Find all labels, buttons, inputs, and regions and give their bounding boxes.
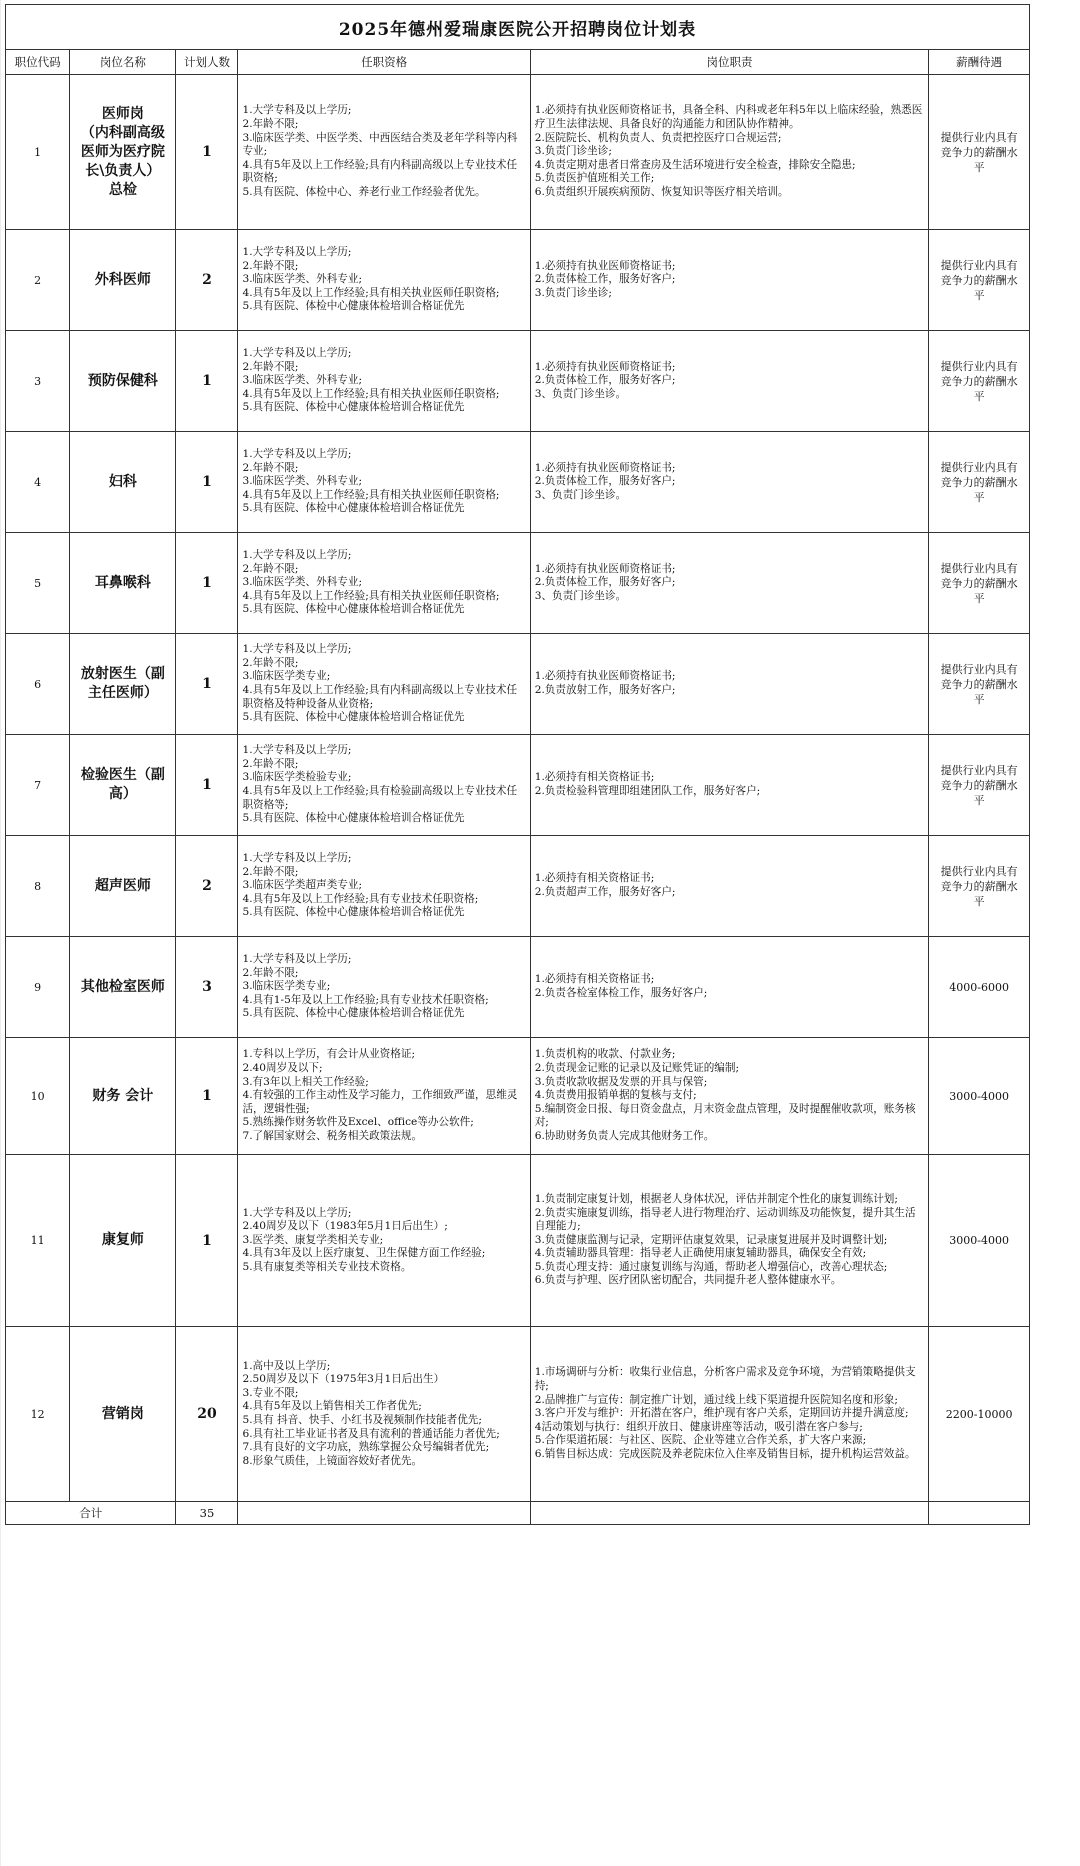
duty-item: 2.负责各检室体检工作，服务好客户; (534, 987, 708, 999)
duty-item: 3、负责门诊坐诊。 (534, 589, 627, 602)
qualification-item: 2.年龄不限; (242, 966, 299, 979)
qualification-item: 2.年龄不限; (242, 562, 299, 575)
qualification-item: 4.具有5年及以上工作经验;具有相关执业医师任职资格; (242, 589, 500, 602)
duty-item: 4活动策划与执行：组织开放日、健康讲座等活动，吸引潜在客户参与; (534, 1420, 863, 1433)
qualification-item: 4.具有5年及以上工作经验;具有相关执业医师任职资格; (242, 286, 500, 299)
total-row (6, 1502, 1030, 1525)
planned-count: 2 (176, 230, 238, 331)
planned-count: 1 (176, 75, 238, 230)
duties-cell (530, 1038, 929, 1155)
qualification-item: 5.具有医院、体检中心健康体检培训合格证优先 (242, 502, 465, 515)
qualification-item: 2.40周岁及以下; (242, 1062, 323, 1075)
planned-count: 1 (176, 331, 238, 432)
qualification-item: 5.具有医院、体检中心健康体检培训合格证优先 (242, 300, 465, 313)
qualification-item: 4.具有1-5年及以上工作经验;具有专业技术任职资格; (242, 993, 489, 1006)
qualification-item: 5.具有医院、体检中心健康体检培训合格证优先 (242, 1007, 465, 1020)
table-row (6, 735, 1030, 836)
planned-count: 20 (176, 1327, 238, 1502)
qualifications-cell (238, 432, 530, 533)
qualification-item: 4.具有5年及以上销售相关工作者优先; (242, 1400, 422, 1413)
duties-cell (530, 432, 929, 533)
duty-item: 2.负责超声工作，服务好客户; (534, 886, 676, 898)
table-row (6, 230, 1030, 331)
duty-item: 1.负责制定康复计划，根据老人身体状况，评估并制定个性化的康复训练计划; (534, 1192, 898, 1205)
duty-item: 1.必须持有相关资格证书; (534, 872, 655, 885)
position-code: 12 (6, 1327, 70, 1502)
duty-item: 1.必须持有执业医师资格证书; (534, 461, 676, 474)
duties-cell (530, 1155, 929, 1327)
table-body (6, 75, 1030, 1502)
duty-item: 3.负责收款收据及发票的开具与保管; (534, 1075, 708, 1088)
duty-item: 5.负责医护值班相关工作; (534, 172, 655, 185)
qualification-item: 1.大学专科及以上学历; (242, 1206, 352, 1219)
position-code: 3 (6, 331, 70, 432)
qualification-item: 7.了解国家财会、税务相关政策法规。 (242, 1129, 423, 1142)
position-code: 2 (6, 230, 70, 331)
duty-item: 3.负责健康监测与记录，定期评估康复效果，记录康复进展并及时调整计划; (534, 1233, 888, 1246)
duties-cell (530, 75, 929, 230)
qualification-item: 3.临床医学类检验专业; (242, 771, 352, 784)
qualification-item: 1.大学专科及以上学历; (242, 953, 352, 966)
position-name: 康复师 (70, 1155, 176, 1327)
duty-item: 4.负责费用报销单据的复核与支付; (534, 1089, 697, 1102)
qualification-item: 3.医学类、康复学类相关专业; (242, 1233, 384, 1246)
qualifications-cell (238, 735, 530, 836)
qualifications-cell (238, 937, 530, 1038)
position-name: 妇科 (70, 432, 176, 533)
planned-count: 1 (176, 533, 238, 634)
qualifications-cell (238, 1155, 530, 1327)
salary: 提供行业内具有竞争力的薪酬水平 (929, 230, 1030, 331)
duty-item: 1.必须持有相关资格证书; (534, 973, 655, 986)
planned-count: 1 (176, 735, 238, 836)
qualification-item: 1.专科以上学历，有会计从业资格证; (242, 1048, 416, 1061)
duties-cell (530, 331, 929, 432)
position-name: 医师岗 （内科副高级医师为医疗院长\负责人） 总检 (70, 75, 176, 230)
position-name: 耳鼻喉科 (70, 533, 176, 634)
position-name: 预防保健科 (70, 331, 176, 432)
qualification-item: 1.大学专科及以上学历; (242, 347, 352, 360)
qualification-item: 2.40周岁及以下（1983年5月1日后出生）; (242, 1220, 448, 1233)
duty-item: 6.负责组织开展疾病预防、恢复知识等医疗相关培训。 (534, 185, 789, 198)
qualification-item: 1.大学专科及以上学历; (242, 549, 352, 562)
qualification-item: 2.年龄不限; (242, 656, 299, 669)
table-row (6, 533, 1030, 634)
duties-cell (530, 836, 929, 937)
duty-item: 1.必须持有执业医师资格证书; (534, 670, 676, 683)
qualification-item: 3.专业不限; (242, 1386, 299, 1399)
qualification-item: 5.具有医院、体检中心健康体检培训合格证优先 (242, 906, 465, 919)
duty-item: 6.销售目标达成：完成医院及养老院床位入住率及销售目标，提升机构运营效益。 (534, 1447, 916, 1460)
qualification-item: 5.具有医院、体检中心健康体检培训合格证优先 (242, 711, 465, 724)
duty-item: 5.合作渠道拓展：与社区、医院、企业等建立合作关系，扩大客户来源; (534, 1434, 867, 1447)
duties-cell (530, 230, 929, 331)
qualification-item: 2.年龄不限; (242, 757, 299, 770)
table-row (6, 1155, 1030, 1327)
salary: 提供行业内具有竞争力的薪酬水平 (929, 331, 1030, 432)
position-name: 营销岗 (70, 1327, 176, 1502)
qualification-item: 1.大学专科及以上学历; (242, 643, 352, 656)
duty-item: 3.负责门诊坐诊; (534, 286, 612, 299)
position-name: 放射医生（副主任医师） (70, 634, 176, 735)
duties-cell (530, 533, 929, 634)
qualifications-cell (238, 533, 530, 634)
duty-item: 2.负责体检工作，服务好客户; (534, 273, 676, 286)
salary: 3000-4000 (929, 1155, 1030, 1327)
qualification-item: 4.具有3年及以上医疗康复、卫生保健方面工作经验; (242, 1247, 486, 1260)
total-label: 合计 (6, 1502, 176, 1525)
qualification-item: 5.具有医院、体检中心、养老行业工作经验者优先。 (242, 185, 486, 198)
header-pay: 薪酬待遇 (929, 50, 1030, 75)
qualification-item: 4.具有5年及以上工作经验;具有内科副高级以上专业技术任职资格及特种设备从业资格; (242, 684, 518, 710)
qualification-item: 4.具有5年及以上工作经验;具有相关执业医师任职资格; (242, 488, 500, 501)
position-code: 8 (6, 836, 70, 937)
salary: 提供行业内具有竞争力的薪酬水平 (929, 836, 1030, 937)
position-code: 4 (6, 432, 70, 533)
total-empty-3 (929, 1502, 1030, 1525)
salary: 4000-6000 (929, 937, 1030, 1038)
position-code: 5 (6, 533, 70, 634)
position-name: 超声医师 (70, 836, 176, 937)
qualification-item: 5.具有医院、体检中心健康体检培训合格证优先 (242, 401, 465, 414)
duty-item: 1.必须持有相关资格证书; (534, 771, 655, 784)
qualification-item: 2.年龄不限; (242, 259, 299, 272)
salary: 提供行业内具有竞争力的薪酬水平 (929, 75, 1030, 230)
qualifications-cell (238, 331, 530, 432)
duties-cell (530, 1327, 929, 1502)
qualification-item: 4.具有5年及以上工作经验;具有相关执业医师任职资格; (242, 387, 500, 400)
qualification-item: 3.临床医学类、外科专业; (242, 475, 363, 488)
duties-cell (530, 735, 929, 836)
duty-item: 2.品牌推广与宣传：制定推广计划，通过线上线下渠道提升医院知名度和形象; (534, 1393, 898, 1406)
header-row (6, 50, 1030, 75)
qualification-item: 2.年龄不限; (242, 461, 299, 474)
qualification-item: 4.具有5年及以上工作经验;具有专业技术任职资格; (242, 892, 479, 905)
qualification-item: 2.年龄不限; (242, 118, 299, 131)
qualification-item: 3.临床医学类超声类专业; (242, 879, 363, 892)
duty-item: 2.负责检验科管理即组建团队工作，服务好客户; (534, 785, 761, 797)
duty-item: 1.必须持有执业医师资格证书，具备全科、内科或老年科5年以上临床经验，熟悉医疗卫生法律法规、具备良好的沟通能力和团队协作精神。 (534, 104, 923, 131)
qualification-item: 4.具有5年及以上工作经验;具有检验副高级以上专业技术任职资格等; (242, 785, 518, 811)
qualification-item: 6.具有社工毕业证书者及具有流利的普通话能力者优先; (242, 1427, 500, 1440)
position-code: 6 (6, 634, 70, 735)
qualification-item: 1.大学专科及以上学历; (242, 104, 352, 117)
qualification-item: 7.具有良好的文字功底，熟练掌握公众号编辑者优先; (242, 1441, 490, 1454)
recruitment-table (5, 4, 1030, 1525)
qualification-item: 1.高中及以上学历; (242, 1359, 331, 1372)
qualification-item: 1.大学专科及以上学历; (242, 246, 352, 259)
header-duties: 岗位职责 (530, 50, 929, 75)
salary: 2200-10000 (929, 1327, 1030, 1502)
qualification-item: 1.大学专科及以上学历; (242, 744, 352, 757)
planned-count: 1 (176, 634, 238, 735)
header-name: 岗位名称 (70, 50, 176, 75)
qualification-item: 1.大学专科及以上学历; (242, 448, 352, 461)
qualification-item: 5.具有康复类等相关专业技术资格。 (242, 1260, 412, 1273)
table-row (6, 1327, 1030, 1502)
duty-item: 2.负责体检工作，服务好客户; (534, 475, 676, 488)
salary: 3000-4000 (929, 1038, 1030, 1155)
table-row (6, 634, 1030, 735)
position-name: 财务 会计 (70, 1038, 176, 1155)
position-name: 外科医师 (70, 230, 176, 331)
header-count: 计划人数 (176, 50, 238, 75)
qualification-item: 3.临床医学类专业; (242, 980, 331, 993)
duty-item: 1.市场调研与分析：收集行业信息，分析客户需求及竞争环境，为营销策略提供支持; (534, 1366, 916, 1393)
qualification-item: 8.形象气质佳，上镜面容姣好者优先。 (242, 1454, 423, 1467)
duty-item: 2.负责现金记账的记录以及记账凭证的编制; (534, 1062, 740, 1075)
duty-item: 2.负责体检工作，服务好客户; (534, 576, 676, 589)
table-row (6, 1038, 1030, 1155)
qualifications-cell (238, 836, 530, 937)
position-name: 其他检室医师 (70, 937, 176, 1038)
total-empty-1 (238, 1502, 530, 1525)
qualification-item: 4.具有5年及以上工作经验;具有内科副高级以上专业技术任职资格; (242, 158, 518, 185)
table-row (6, 331, 1030, 432)
qualification-item: 2.年龄不限; (242, 865, 299, 878)
duty-item: 1.必须持有执业医师资格证书; (534, 259, 676, 272)
duty-item: 2.负责放射工作，服务好客户; (534, 684, 676, 696)
planned-count: 2 (176, 836, 238, 937)
position-code: 1 (6, 75, 70, 230)
salary: 提供行业内具有竞争力的薪酬水平 (929, 634, 1030, 735)
table-row (6, 432, 1030, 533)
table-title: 2025年德州爱瑞康医院公开招聘岗位计划表 (6, 5, 1030, 50)
header-qualifications: 任职资格 (238, 50, 530, 75)
duty-item: 2.负责实施康复训练，指导老人进行物理治疗、运动训练及功能恢复，提升其生活自理能力; (534, 1206, 916, 1233)
table-row (6, 937, 1030, 1038)
total-count: 35 (176, 1502, 238, 1525)
duty-item: 2.医院院长、机构负责人、负责把控医疗口合规运营; (534, 131, 782, 144)
planned-count: 1 (176, 1038, 238, 1155)
qualifications-cell (238, 634, 530, 735)
qualifications-cell (238, 75, 530, 230)
salary: 提供行业内具有竞争力的薪酬水平 (929, 533, 1030, 634)
planned-count: 1 (176, 1155, 238, 1327)
qualifications-cell (238, 1038, 530, 1155)
qualification-item: 2.50周岁及以下（1975年3月1日后出生） (242, 1373, 445, 1386)
duty-item: 1.必须持有执业医师资格证书; (534, 562, 676, 575)
duty-item: 6.协助财务负责人完成其他财务工作。 (534, 1129, 715, 1142)
duty-item: 3.负责门诊坐诊; (534, 145, 612, 158)
duty-item: 4.负责定期对患者日常查房及生活环境进行安全检查，排除安全隐患; (534, 158, 856, 171)
salary: 提供行业内具有竞争力的薪酬水平 (929, 432, 1030, 533)
table-row (6, 75, 1030, 230)
qualification-item: 3.临床医学类、外科专业; (242, 273, 363, 286)
duty-item: 2.负责体检工作，服务好客户; (534, 374, 676, 387)
duties-cell (530, 937, 929, 1038)
qualification-item: 5.熟练操作财务软件及Excel、office等办公软件; (242, 1116, 474, 1129)
position-code: 11 (6, 1155, 70, 1327)
qualification-item: 1.大学专科及以上学历; (242, 852, 352, 865)
duty-item: 3、负责门诊坐诊。 (534, 488, 627, 501)
position-name: 检验医生（副高） (70, 735, 176, 836)
duty-item: 6.负责与护理、医疗团队密切配合，共同提升老人整体健康水平。 (534, 1274, 842, 1287)
qualification-item: 2.年龄不限; (242, 360, 299, 373)
duty-item: 3.客户开发与维护：开拓潜在客户，维护现有客户关系，定期回访并提升满意度; (534, 1407, 909, 1420)
qualification-item: 3.有3年以上相关工作经验; (242, 1075, 369, 1088)
qualification-item: 4.有较强的工作主动性及学习能力，工作细致严谨，思维灵活，逻辑性强; (242, 1089, 518, 1115)
qualifications-cell (238, 230, 530, 331)
position-code: 10 (6, 1038, 70, 1155)
qualifications-cell (238, 1327, 530, 1502)
position-code: 7 (6, 735, 70, 836)
duty-item: 1.必须持有执业医师资格证书; (534, 360, 676, 373)
table-row (6, 836, 1030, 937)
qualification-item: 5.具有医院、体检中心健康体检培训合格证优先 (242, 812, 465, 825)
qualification-item: 3.临床医学类、外科专业; (242, 576, 363, 589)
duties-cell (530, 634, 929, 735)
total-empty-2 (530, 1502, 929, 1525)
qualification-item: 5.具有医院、体检中心健康体检培训合格证优先 (242, 603, 465, 616)
salary: 提供行业内具有竞争力的薪酬水平 (929, 735, 1030, 836)
duty-item: 4.负责辅助器具管理：指导老人正确使用康复辅助器具，确保安全有效; (534, 1247, 867, 1260)
duty-item: 5.负责心理支持：通过康复训练与沟通，帮助老人增强信心，改善心理状态; (534, 1260, 888, 1273)
qualification-item: 3.临床医学类、外科专业; (242, 374, 363, 387)
planned-count: 3 (176, 937, 238, 1038)
header-code: 职位代码 (6, 50, 70, 75)
duty-item: 1.负责机构的收款、付款业务; (534, 1048, 676, 1061)
qualification-item: 3.临床医学类、中医学类、中西医结合类及老年学科等内科专业; (242, 131, 518, 158)
position-code: 9 (6, 937, 70, 1038)
duty-item: 5.编制资金日报、每日资金盘点，月末资金盘点管理，及时提醒催收款项，账务核对; (534, 1102, 916, 1129)
planned-count: 1 (176, 432, 238, 533)
qualification-item: 3.临床医学类专业; (242, 670, 331, 683)
duty-item: 3、负责门诊坐诊。 (534, 387, 627, 400)
qualification-item: 5.具有 抖音、快手、小红书及视频制作技能者优先; (242, 1414, 482, 1426)
